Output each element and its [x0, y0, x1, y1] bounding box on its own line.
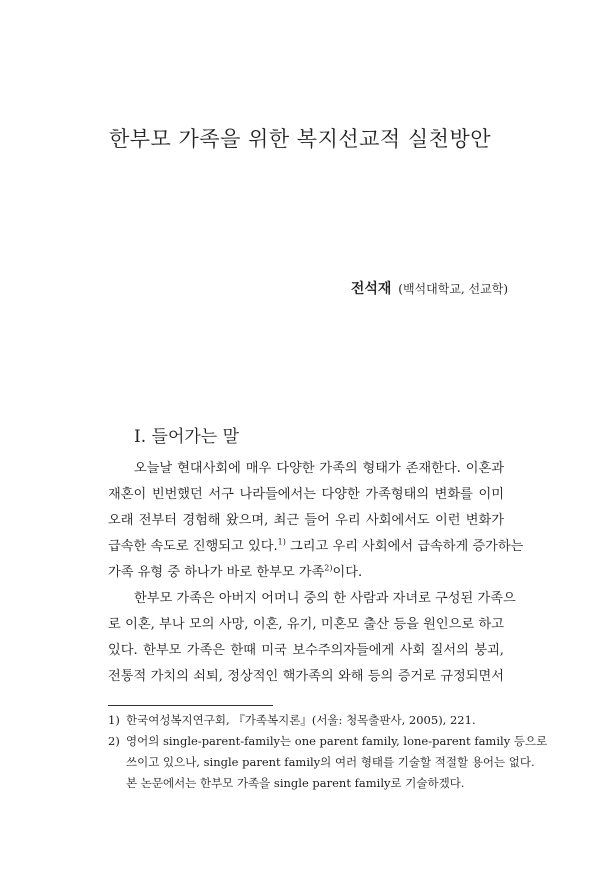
body-line	[108, 456, 504, 482]
body-text	[108, 456, 524, 690]
footnote	[108, 731, 548, 794]
body-line	[108, 482, 504, 508]
footnote-number: 1)	[108, 713, 120, 727]
body-line	[108, 560, 504, 586]
body-line	[108, 586, 516, 612]
footnote-line: 본 논문에서는 한부모 가족을 single parent family로 기술하겠다.	[126, 776, 465, 790]
footnote	[108, 710, 504, 731]
footnotes	[108, 710, 548, 794]
body-line	[108, 612, 504, 638]
body-line-text: 재혼이 빈번했던 서구 나라들에서는 다양한 가족형태의 변화를 이미	[108, 487, 504, 502]
body-line-text: 그리고 우리 사회에서 급속하게 증가하는	[285, 539, 524, 554]
footnote-line: 한국여성복지연구회, 『가족복지론』(서울: 청목출판사, 2005), 221.	[126, 713, 476, 727]
body-line-text: 급속한 속도로 진행되고 있다.	[108, 539, 278, 554]
footnote-divider	[108, 705, 273, 706]
body-line-text: 오늘날 현대사회에 매우 다양한 가족의 형태가 존재한다. 이혼과	[134, 461, 504, 476]
footnote-marker: 2)	[324, 563, 333, 573]
body-line	[108, 664, 504, 690]
footnote-number: 2)	[108, 734, 120, 748]
paper-title: 한부모 가족을 위한 복지선교적 실천방안	[108, 127, 492, 151]
body-line-text: 전통적 가치의 쇠퇴, 정상적인 핵가족의 와해 등의 증거로 규정되면서	[108, 669, 504, 684]
author-line	[351, 278, 508, 298]
footnote-line: 영어의 single-parent-family는 one parent family, lone-parent family 등으로	[126, 734, 548, 748]
body-line-text: 한부모 가족은 아버지 어머니 중의 한 사람과 자녀로 구성된 가족으	[134, 591, 516, 606]
section-heading: I. 들어가는 말	[134, 427, 240, 447]
body-line	[108, 638, 504, 664]
body-line-text: 로 이혼, 부나 모의 사망, 이혼, 유기, 미혼모 출산 등을 원인으로 하고	[108, 617, 504, 632]
footnote-marker: 1)	[277, 537, 286, 547]
body-line-text: 이다.	[332, 565, 363, 580]
body-line-text: 있다. 한부모 가족은 한때 미국 보수주의자들에게 사회 질서의 붕괴,	[108, 643, 504, 658]
body-line	[108, 534, 524, 560]
body-line-text: 가족 유형 중 하나가 바로 한부모 가족	[108, 565, 325, 580]
author-affiliation: (백석대학교, 선교학)	[398, 282, 508, 296]
body-line	[108, 508, 504, 534]
author-name: 전석재	[350, 281, 392, 297]
body-line-text: 오래 전부터 경험해 왔으며, 최근 들어 우리 사회에서도 이런 변화가	[108, 513, 504, 528]
footnote-line: 쓰이고 있으나, single parent family의 여러 형태를 기술할 적절할 용어는 없다.	[126, 755, 535, 769]
